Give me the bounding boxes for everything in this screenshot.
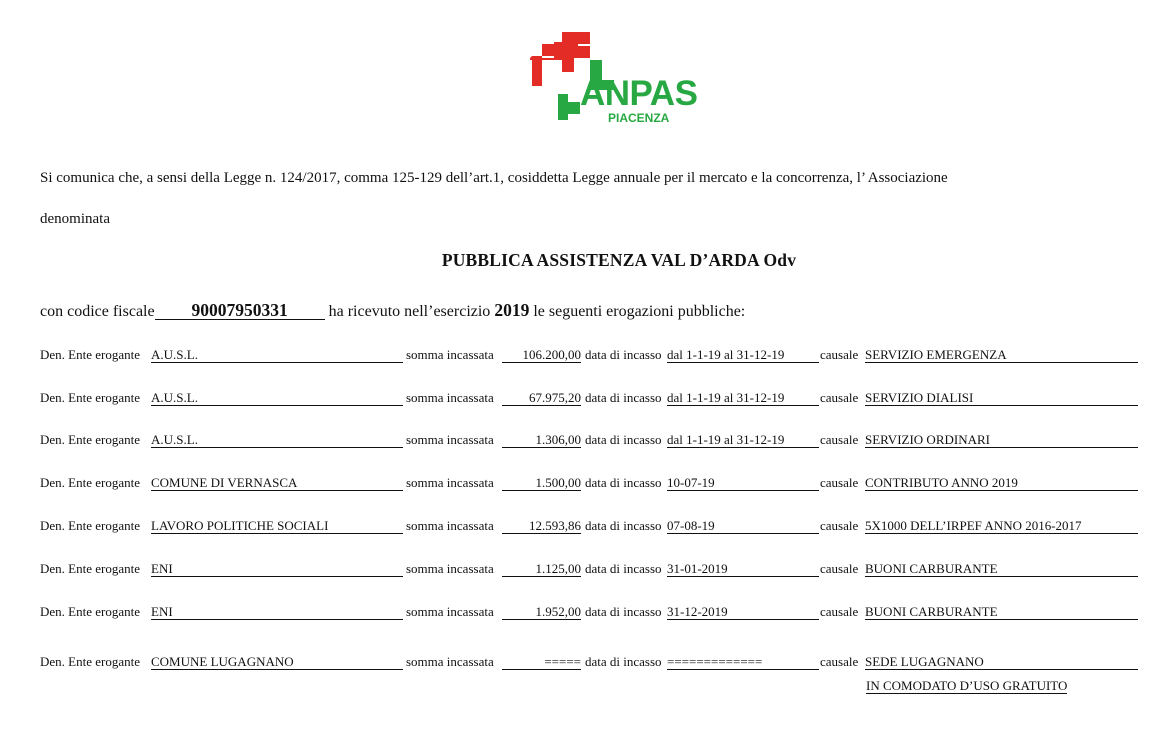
causale-value: SERVIZIO DIALISI — [865, 390, 1138, 406]
data-label: data di incasso — [585, 654, 662, 669]
somma-value: 1.952,00 — [502, 604, 581, 620]
data-value: 31-01-2019 — [667, 561, 819, 577]
somma-value: 67.975,20 — [502, 390, 581, 406]
data-value: 10-07-19 — [667, 475, 819, 491]
fiscal-prefix: con codice fiscale — [40, 303, 155, 320]
somma-label: somma incassata — [406, 475, 494, 490]
somma-value: 12.593,86 — [502, 518, 581, 534]
causale-value: BUONI CARBURANTE — [865, 604, 1138, 620]
fiscal-suffix: le seguenti erogazioni pubbliche: — [533, 303, 746, 320]
somma-value: 1.500,00 — [502, 475, 581, 491]
data-value: dal 1-1-19 al 31-12-19 — [667, 347, 819, 363]
causale-label: causale — [820, 654, 859, 669]
data-value: 31-12-2019 — [667, 604, 819, 620]
data-label: data di incasso — [585, 475, 662, 490]
ente-value: A.U.S.L. — [151, 432, 403, 448]
causale-label: causale — [820, 390, 859, 405]
data-label: data di incasso — [585, 390, 662, 405]
ente-value: ENI — [151, 604, 403, 620]
ente-value: COMUNE LUGAGNANO — [151, 654, 403, 670]
data-label: data di incasso — [585, 604, 662, 619]
intro-line-1: Si comunica che, a sensi della Legge n. 124/2017, comma 125-129 dell’art.1, cosiddetta Legge annuale per il mercato e la concorrenza, l’ Associazione — [40, 170, 948, 186]
association-name: PUBBLICA ASSISTENZA VAL D’ARDA Odv — [441, 250, 797, 270]
grant-row — [40, 654, 1140, 672]
data-value: dal 1-1-19 al 31-12-19 — [667, 390, 819, 406]
somma-label: somma incassata — [406, 604, 494, 619]
somma-label: somma incassata — [406, 390, 494, 405]
causale-label: causale — [820, 604, 859, 619]
somma-value: 106.200,00 — [502, 347, 581, 363]
grant-row — [40, 518, 1140, 536]
somma-value: ===== — [502, 654, 581, 670]
somma-value: 1.306,00 — [502, 432, 581, 448]
intro-line-2: denominata — [40, 211, 110, 227]
causale-value: BUONI CARBURANTE — [865, 561, 1138, 577]
causale-label: causale — [820, 518, 859, 533]
data-value: dal 1-1-19 al 31-12-19 — [667, 432, 819, 448]
grant-row — [40, 347, 1140, 365]
grant-row — [40, 561, 1140, 579]
somma-label: somma incassata — [406, 561, 494, 576]
causale-value: 5X1000 DELL’IRPEF ANNO 2016-2017 — [865, 518, 1138, 534]
last-row-extra: IN COMODATO D’USO GRATUITO — [866, 678, 1068, 693]
ente-label: Den. Ente erogante — [40, 475, 140, 490]
causale-label: causale — [820, 561, 859, 576]
causale-label: causale — [820, 432, 859, 447]
ente-value: A.U.S.L. — [151, 390, 403, 406]
causale-value: SEDE LUGAGNANO — [865, 654, 1138, 670]
grant-row — [40, 432, 1140, 450]
somma-label: somma incassata — [406, 654, 494, 669]
ente-label: Den. Ente erogante — [40, 347, 140, 362]
grant-row — [40, 604, 1140, 622]
causale-label: causale — [820, 475, 859, 490]
ente-label: Den. Ente erogante — [40, 518, 140, 533]
fiscal-year: 2019 — [494, 300, 530, 320]
logo-brand: ANPAS — [580, 74, 698, 113]
ente-label: Den. Ente erogante — [40, 432, 140, 447]
data-label: data di incasso — [585, 561, 662, 576]
logo-subtitle: PIACENZA — [608, 111, 670, 125]
causale-value: CONTRIBUTO ANNO 2019 — [865, 475, 1138, 491]
data-value: ============= — [667, 654, 819, 670]
somma-label: somma incassata — [406, 518, 494, 533]
fiscal-code: 90007950331 — [155, 301, 325, 320]
fiscal-code-line — [40, 300, 745, 321]
causale-value: SERVIZIO ORDINARI — [865, 432, 1138, 448]
somma-label: somma incassata — [406, 432, 494, 447]
ente-label: Den. Ente erogante — [40, 604, 140, 619]
grant-row — [40, 475, 1140, 493]
ente-value: COMUNE DI VERNASCA — [151, 475, 403, 491]
data-label: data di incasso — [585, 518, 662, 533]
ente-label: Den. Ente erogante — [40, 390, 140, 405]
data-label: data di incasso — [585, 432, 662, 447]
somma-label: somma incassata — [406, 347, 494, 362]
ente-label: Den. Ente erogante — [40, 654, 140, 669]
fiscal-middle: ha ricevuto nell’esercizio — [328, 303, 491, 320]
somma-value: 1.125,00 — [502, 561, 581, 577]
ente-value: LAVORO POLITICHE SOCIALI — [151, 518, 403, 534]
ente-value: A.U.S.L. — [151, 347, 403, 363]
data-value: 07-08-19 — [667, 518, 819, 534]
ente-label: Den. Ente erogante — [40, 561, 140, 576]
causale-label: causale — [820, 347, 859, 362]
ente-value: ENI — [151, 561, 403, 577]
anpas-logo — [528, 30, 713, 130]
causale-value: SERVIZIO EMERGENZA — [865, 347, 1138, 363]
data-label: data di incasso — [585, 347, 662, 362]
grant-row — [40, 390, 1140, 408]
